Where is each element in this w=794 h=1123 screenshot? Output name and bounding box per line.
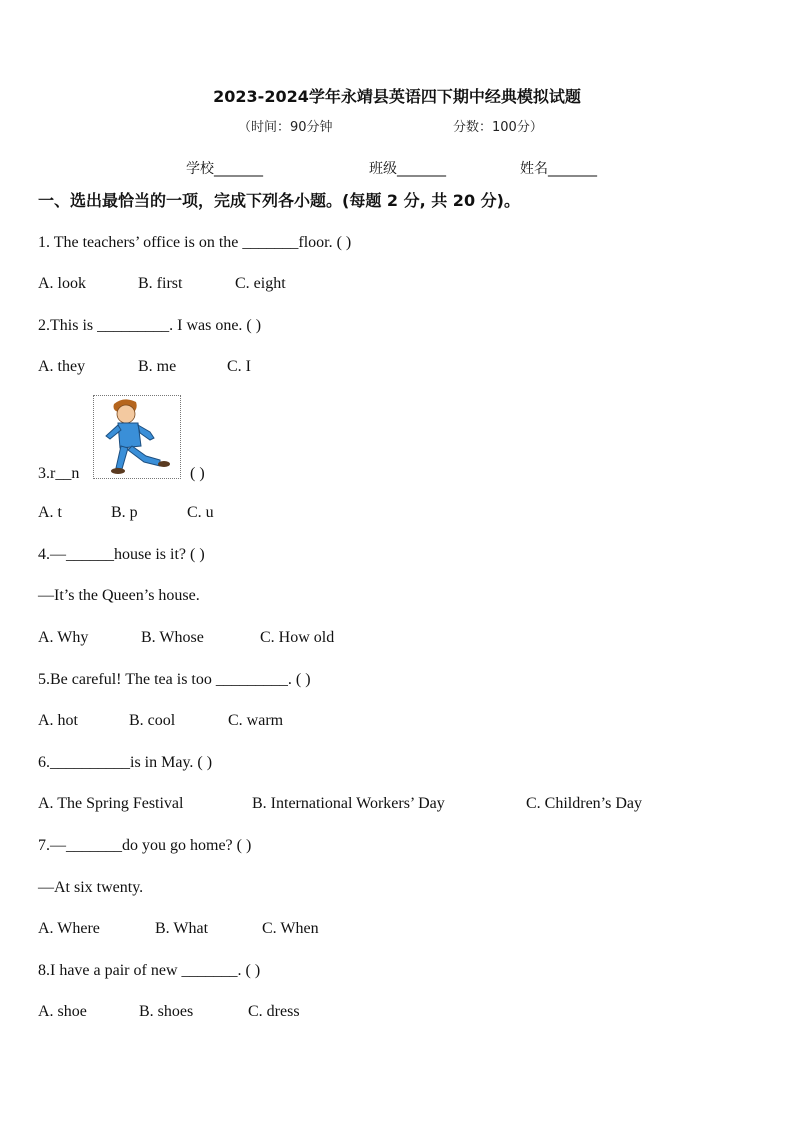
school-field: 学校_______ — [186, 161, 263, 177]
section-heading: 一、选出最恰当的一项，完成下列各小题。(每题 2 分, 共 20 分)。 — [38, 191, 520, 210]
option-c: C. Children’s Day — [526, 795, 642, 812]
question-stem: 6.__________is in May. ( ) — [38, 754, 213, 771]
running-boy-icon — [94, 396, 180, 478]
option-c: C. eight — [235, 275, 286, 292]
option-a: A. they — [38, 358, 86, 375]
exam-time: （时间：90分钟 — [238, 120, 333, 135]
option-a: A. t — [38, 504, 62, 521]
question-dialogue: —At six twenty. — [38, 879, 144, 896]
option-a: A. Why — [38, 629, 89, 646]
question-stem: 3.r__n — [38, 465, 80, 482]
question-stem: 4.—______house is it? ( ) — [38, 546, 205, 563]
question-stem: 2.This is _________. I was one. ( ) — [38, 317, 262, 334]
running-boy-image — [93, 395, 181, 479]
option-b: B. cool — [129, 712, 176, 729]
option-a: A. Where — [38, 920, 100, 937]
question-dialogue: —It’s the Queen’s house. — [38, 587, 200, 604]
question-stem: 1. The teachers’ office is on the _______floor. ( ) — [38, 234, 352, 251]
option-a: A. look — [38, 275, 86, 292]
option-b: B. shoes — [139, 1003, 194, 1020]
class-field: 班级_______ — [369, 161, 446, 177]
option-b: B. first — [138, 275, 183, 292]
option-c: C. warm — [228, 712, 284, 729]
option-a: A. shoe — [38, 1003, 87, 1020]
option-c: C. How old — [260, 629, 335, 646]
question-stem: 5.Be careful! The tea is too _________. ( ) — [38, 671, 311, 688]
option-b: B. p — [111, 504, 138, 521]
option-b: B. International Workers’ Day — [252, 795, 445, 812]
option-a: A. The Spring Festival — [38, 795, 184, 812]
name-field: 姓名_______ — [520, 161, 597, 177]
option-c: C. When — [262, 920, 319, 937]
option-a: A. hot — [38, 712, 78, 729]
option-b: B. me — [138, 358, 177, 375]
option-c: C. u — [187, 504, 214, 521]
option-b: B. Whose — [141, 629, 204, 646]
exam-score: 分数：100分） — [453, 120, 543, 135]
answer-paren: ( ) — [190, 465, 205, 482]
option-b: B. What — [155, 920, 209, 937]
question-stem: 7.—_______do you go home? ( ) — [38, 837, 252, 854]
option-c: C. I — [227, 358, 251, 375]
option-c: C. dress — [248, 1003, 300, 1020]
question-stem: 8.I have a pair of new _______. ( ) — [38, 962, 261, 979]
page-title: 2023-2024学年永靖县英语四下期中经典模拟试题 — [213, 87, 581, 106]
